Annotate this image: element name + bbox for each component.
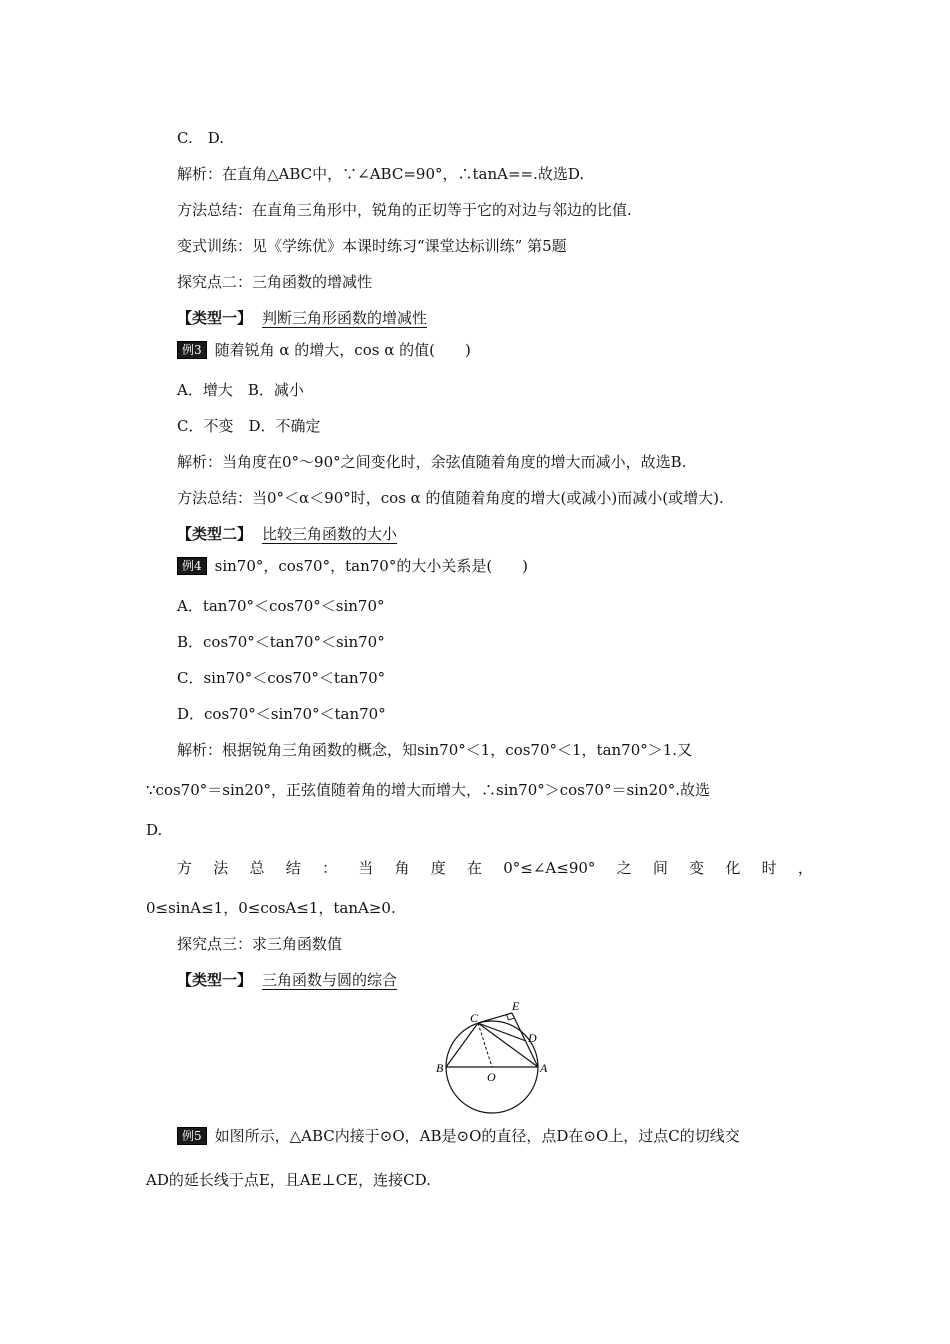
circle-geometry-figure — [434, 995, 554, 1115]
example-3-solution: 解析：当角度在0°～90°之间变化时，余弦值随着角度的增大而减小，故选B. — [177, 453, 687, 471]
type-tag: 【类型一】 — [177, 309, 253, 327]
example-4-text: sin70°，cos70°，tan70°的大小关系是( ) — [214, 557, 529, 575]
summary-char: ： — [322, 859, 338, 877]
summary-char: 总 — [249, 859, 265, 877]
type-title: 比较三角函数的大小 — [262, 525, 398, 543]
explore-point-3-heading: 探究点三：求三角函数值 — [177, 935, 343, 953]
type-title: 三角函数与圆的综合 — [262, 971, 398, 989]
summary-char: 化 — [725, 859, 741, 877]
summary-char: 之 — [616, 859, 632, 877]
label-d: D — [528, 1031, 537, 1045]
summary-char: 度 — [430, 859, 446, 877]
option-cd-line: C. D. — [177, 129, 224, 147]
example-4-option-a: A．tan70°＜cos70°＜sin70° — [177, 597, 385, 615]
example-4-option-d: D．cos70°＜sin70°＜tan70° — [177, 705, 386, 723]
example-badge: 例3 — [177, 341, 207, 359]
type-2-heading — [177, 524, 397, 544]
radius-oc-dashed — [478, 1023, 492, 1067]
example-5-question-1 — [177, 1126, 740, 1146]
label-a: A — [540, 1061, 548, 1075]
summary-range: 0°≤∠A≤90° — [503, 859, 596, 877]
example-3-summary: 方法总结：当0°＜α＜90°时，cos α 的值随着角度的增大(或减小)而减小(或增大). — [177, 489, 724, 507]
summary-char: 在 — [467, 859, 483, 877]
summary-char: 时 — [761, 859, 777, 877]
type-tag: 【类型一】 — [177, 971, 253, 989]
example-5-question-2: AD的延长线于点E，且AE⊥CE，连接CD. — [146, 1171, 431, 1189]
solution-line: 解析：在直角△ABC中，∵∠ABC=90°，∴tanA==.故选D. — [177, 165, 585, 183]
summary-char: 间 — [652, 859, 668, 877]
example-3-options-ab: A．增大 B．减小 — [177, 381, 304, 399]
label-b: B — [436, 1061, 444, 1075]
summary-char: 角 — [394, 859, 410, 877]
method-summary-line: 方法总结：在直角三角形中，锐角的正切等于它的对边与邻边的比值. — [177, 201, 632, 219]
segment-cd — [478, 1023, 526, 1041]
type-3-heading — [177, 970, 397, 990]
label-o: O — [487, 1070, 496, 1084]
label-e: E — [512, 999, 520, 1013]
type-1-heading — [177, 308, 427, 328]
summary-char: 结 — [285, 859, 301, 877]
example-3-options-cd: C．不变 D．不确定 — [177, 417, 321, 435]
explore-point-2-heading: 探究点二：三角函数的增减性 — [177, 273, 373, 291]
example-badge: 例5 — [177, 1127, 207, 1145]
summary-char: 方 — [177, 859, 193, 877]
example-3-question — [177, 340, 471, 360]
segment-ca — [478, 1023, 538, 1067]
example-4-solution-2: ∵cos70°＝sin20°，正弦值随着角的增大而增大，∴sin70°＞cos70°＝sin20°.故选 — [146, 781, 710, 799]
type-tag: 【类型二】 — [177, 525, 253, 543]
example-badge: 例4 — [177, 557, 207, 575]
example-4-solution-3: D. — [146, 821, 163, 839]
summary-char: ， — [797, 859, 813, 877]
example-5-text-1: 如图所示，△ABC内接于⊙O，AB是⊙O的直径，点D在⊙O上，过点C的切线交 — [214, 1127, 740, 1145]
example-4-solution-1: 解析：根据锐角三角函数的概念，知sin70°＜1，cos70°＜1，tan70°＞1.又 — [177, 741, 693, 759]
example-3-text: 随着锐角 α 的增大，cos α 的值( ) — [214, 341, 471, 359]
example-4-summary-2: 0≤sinA≤1，0≤cosA≤1，tanA≥0. — [146, 899, 396, 917]
summary-char: 当 — [358, 859, 374, 877]
type-title: 判断三角形函数的增减性 — [262, 309, 428, 327]
variant-training-line: 变式训练：见《学练优》本课时练习“课堂达标训练” 第5题 — [177, 237, 567, 255]
example-4-option-c: C．sin70°＜cos70°＜tan70° — [177, 669, 386, 687]
summary-char: 法 — [213, 859, 229, 877]
label-c: C — [470, 1011, 479, 1025]
example-4-option-b: B．cos70°＜tan70°＜sin70° — [177, 633, 385, 651]
example-4-question — [177, 556, 528, 576]
segment-bc — [446, 1023, 478, 1067]
summary-char: 变 — [689, 859, 705, 877]
example-4-summary-spread — [177, 858, 813, 878]
